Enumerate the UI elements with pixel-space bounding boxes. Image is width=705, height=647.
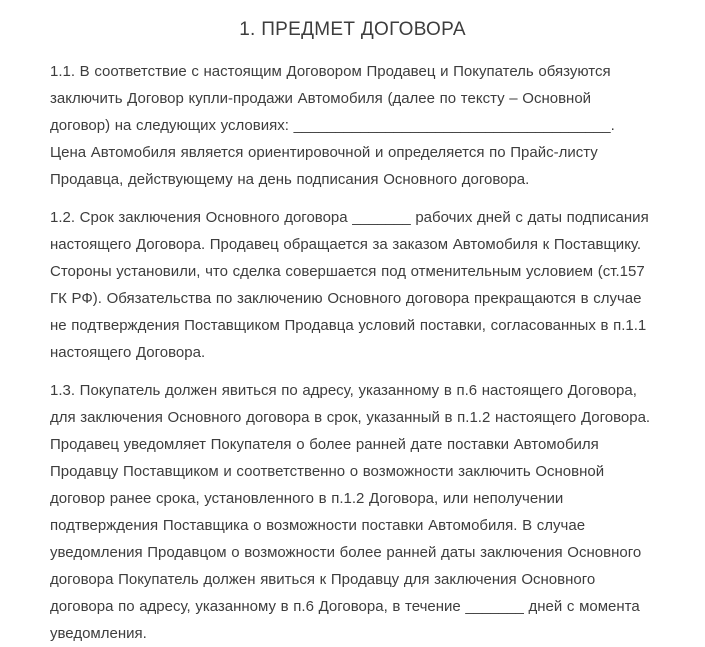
section-title: 1. ПРЕДМЕТ ДОГОВОРА <box>239 19 466 40</box>
paragraph-1-2: 1.2. Срок заключения Основного договора _______ рабочих дней с даты подписания настоящего Договора. Продавец обращается за заказом Автомобиля к Поставщику. Стороны установили, что сделка совершается под отменительным условием (ст.157 ГК РФ). Обязательства по заключению Основного договора прекращаются в случае не подтверждения Поставщиком Продавца условий поставки, согласованных в п.1.1 настоящего Договора. <box>50 209 649 361</box>
paragraph-1-1: 1.1. В соответствие с настоящим Договором Продавец и Покупатель обязуются заключить Договор купли-продажи Автомобиля (далее по тексту – Основной договор) на следующих условиях: ______________________________________. Цена Автомобиля является ориентировочной и определяется по Прайс-листу Продавца, действующему на день подписания Основного договора. <box>50 63 615 188</box>
contract-body <box>50 58 655 647</box>
paragraph-1-3: 1.3. Покупатель должен явиться по адресу, указанному в п.6 настоящего Договора, для заключения Основного договора в срок, указанный в п.1.2 настоящего Договора. Продавец уведомляет Покупателя о более ранней дате поставки Автомобиля Продавцу Поставщиком и соответственно о возможности заключить Основной договор ранее срока, установленного в п.1.2 Договора, или неполучении подтверждения Поставщика о возможности поставки Автомобиля. В случае уведомления Продавцом о возможности более ранней даты заключения Основного договора Покупатель должен явиться к Продавцу для заключения Основного договора по адресу, указанному в п.6 Договора, в течение _______ дней с момента уведомления. <box>50 382 651 642</box>
